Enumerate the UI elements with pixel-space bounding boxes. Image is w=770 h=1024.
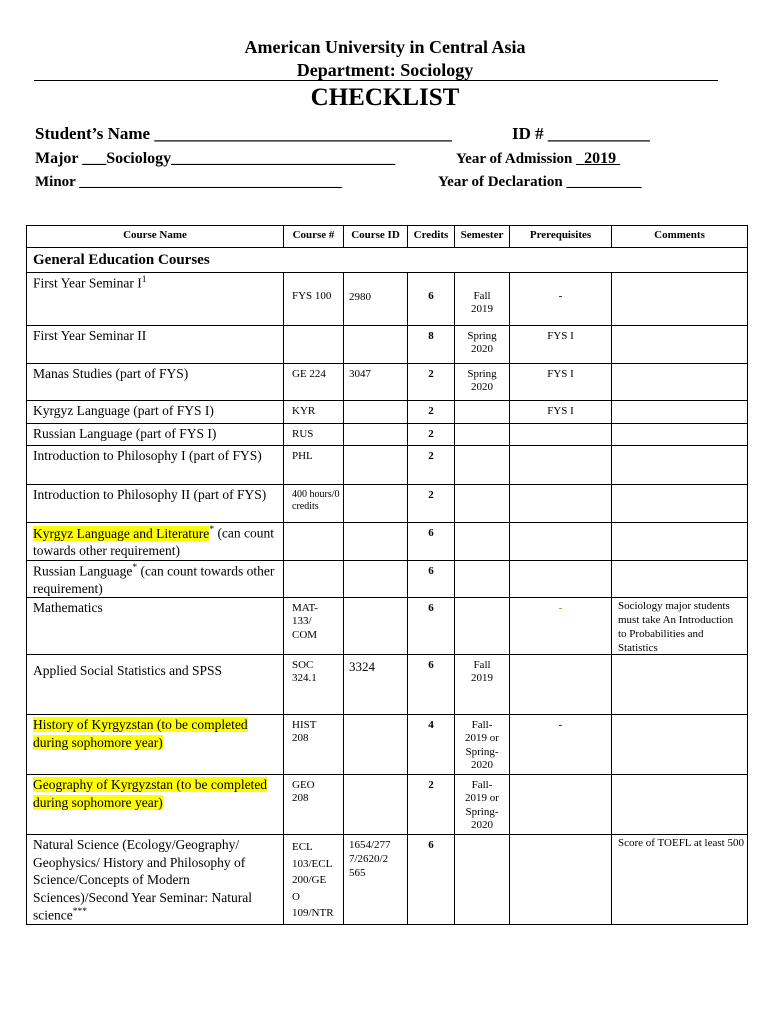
credits: 2 <box>408 775 455 835</box>
semester[interactable] <box>455 401 510 424</box>
semester[interactable] <box>455 835 510 925</box>
prerequisites <box>510 775 612 835</box>
credits: 8 <box>408 326 455 364</box>
course-name: History of Kyrgyzstan (to be completed during sophomore year) <box>27 715 284 775</box>
table-row <box>27 655 748 715</box>
course-number[interactable] <box>284 326 344 364</box>
course-name: Kyrgyz Language and Literature* (can count towards other requirement) <box>27 523 284 561</box>
credits: 6 <box>408 835 455 925</box>
course-number: MAT- 133/ COM <box>284 598 344 655</box>
course-number: FYS 100 <box>284 273 344 326</box>
course-name: First Year Seminar II <box>27 326 284 364</box>
university-name: American University in Central Asia <box>244 37 526 57</box>
prerequisites: FYS I <box>510 401 612 424</box>
admission-year-field[interactable] <box>456 150 620 168</box>
course-name: Natural Science (Ecology/Geography/ Geophysics/ History and Philosophy of Science/Concepts of Modern Sciences)/Second Year Seminar: Natural science*** <box>27 835 284 925</box>
course-number: PHL <box>284 446 344 485</box>
student-id-field[interactable]: ID # ____________ <box>512 124 650 143</box>
semester[interactable] <box>455 560 510 598</box>
course-id[interactable] <box>344 424 408 446</box>
course-name: First Year Seminar $I^1$ <box>27 273 284 326</box>
comments: Score of TOEFL at least 500 <box>612 835 748 925</box>
semester[interactable] <box>455 598 510 655</box>
credits: 2 <box>408 401 455 424</box>
table-header-row <box>27 226 748 248</box>
course-id[interactable] <box>344 775 408 835</box>
table-row <box>27 598 748 655</box>
admission-label: Year of Admission <box>456 151 573 167</box>
course-number: HIST 208 <box>284 715 344 775</box>
course-id[interactable] <box>344 598 408 655</box>
course-name: Applied Social Statistics and SPSS <box>27 655 284 715</box>
course-name: Mathematics <box>27 598 284 655</box>
course-name: Russian Language (part of FYS I) <box>27 424 284 446</box>
section-row <box>27 248 748 273</box>
declaration-year-field[interactable]: Year of Declaration __________ <box>438 174 642 190</box>
prerequisites <box>510 560 612 598</box>
comments[interactable] <box>612 446 748 485</box>
credits: 4 <box>408 715 455 775</box>
table-row <box>27 775 748 835</box>
course-name: Kyrgyz Language (part of FYS I) <box>27 401 284 424</box>
prerequisites: - <box>510 273 612 326</box>
prerequisites: FYS I <box>510 326 612 364</box>
table-row <box>27 485 748 523</box>
semester[interactable] <box>455 424 510 446</box>
comments[interactable] <box>612 715 748 775</box>
credits: 2 <box>408 446 455 485</box>
credits: 6 <box>408 523 455 561</box>
table-row <box>27 523 748 561</box>
comments[interactable] <box>612 424 748 446</box>
course-id[interactable] <box>344 560 408 598</box>
comments[interactable] <box>612 775 748 835</box>
course-name: Introduction to Philosophy II (part of FYS) <box>27 485 284 523</box>
course-number: ECL 103/ECL 200/GE O 109/NTR <box>284 835 344 925</box>
course-number[interactable] <box>284 523 344 561</box>
table-row <box>27 835 748 925</box>
course-id[interactable] <box>344 326 408 364</box>
section-title: General Education Courses <box>27 248 748 273</box>
table-row <box>27 273 748 326</box>
credits: 2 <box>408 364 455 401</box>
comments[interactable] <box>612 560 748 598</box>
prerequisites <box>510 835 612 925</box>
credits: 2 <box>408 424 455 446</box>
course-checklist-table <box>26 225 748 925</box>
credits: 6 <box>408 655 455 715</box>
comments[interactable] <box>612 326 748 364</box>
course-id[interactable] <box>344 485 408 523</box>
course-number[interactable] <box>284 560 344 598</box>
prerequisites <box>510 446 612 485</box>
course-name: Manas Studies (part of FYS) <box>27 364 284 401</box>
semester: Fall- 2019 or Spring- 2020 <box>455 775 510 835</box>
course-id: 3047 <box>344 364 408 401</box>
course-id[interactable] <box>344 715 408 775</box>
course-id[interactable] <box>344 401 408 424</box>
prerequisites: - <box>510 715 612 775</box>
credits: 2 <box>408 485 455 523</box>
student-name-field[interactable]: Student’s Name ___________________________________ <box>35 124 452 143</box>
department-name: Department: Sociology <box>296 60 474 80</box>
course-number: KYR <box>284 401 344 424</box>
prerequisites: FYS I <box>510 364 612 401</box>
table-row <box>27 560 748 598</box>
course-number: SOC 324.1 <box>284 655 344 715</box>
col-header-comments: Comments <box>612 226 748 248</box>
course-name: Geography of Kyrgyzstan (to be completed during sophomore year) <box>27 775 284 835</box>
course-name: Introduction to Philosophy I (part of FYS) <box>27 446 284 485</box>
col-header-credits: Credits <box>408 226 455 248</box>
comments[interactable] <box>612 364 748 401</box>
table-row <box>27 446 748 485</box>
comments[interactable] <box>612 523 748 561</box>
course-number: 400 hours/0 credits <box>284 485 344 523</box>
table-row <box>27 364 748 401</box>
semester[interactable] <box>455 485 510 523</box>
semester: Spring 2020 <box>455 326 510 364</box>
col-header-prerequisites: Prerequisites <box>510 226 612 248</box>
prerequisites <box>510 424 612 446</box>
comments[interactable] <box>612 655 748 715</box>
semester: Fall 2019 <box>455 273 510 326</box>
course-number: GE 224 <box>284 364 344 401</box>
prerequisites <box>510 655 612 715</box>
major-field[interactable]: Major ___Sociology____________________________ <box>35 150 396 167</box>
table-row <box>27 715 748 775</box>
minor-field[interactable]: Minor ___________________________________ <box>35 174 342 190</box>
col-header-course-id: Course ID <box>344 226 408 248</box>
semester: Fall- 2019 or Spring- 2020 <box>455 715 510 775</box>
course-id[interactable] <box>344 446 408 485</box>
comments[interactable] <box>612 401 748 424</box>
prerequisites: - <box>510 598 612 655</box>
header-rule <box>34 80 718 81</box>
semester[interactable] <box>455 523 510 561</box>
col-header-course-name: Course Name <box>27 226 284 248</box>
comments: Sociology major students must take An Introduction to Probabilities and Statistics <box>612 598 748 655</box>
admission-year-value: 2019 <box>584 150 617 167</box>
course-name: Russian Language* (can count towards other requirement) <box>27 560 284 598</box>
comments[interactable] <box>612 273 748 326</box>
table-row <box>27 326 748 364</box>
col-header-course-number: Course # <box>284 226 344 248</box>
credits: 6 <box>408 560 455 598</box>
semester[interactable] <box>455 446 510 485</box>
course-id[interactable] <box>344 523 408 561</box>
credits: 6 <box>408 598 455 655</box>
course-id: 2980 <box>344 273 408 326</box>
credits: 6 <box>408 273 455 326</box>
semester: Fall 2019 <box>455 655 510 715</box>
course-id: 1654/277 7/2620/2 565 <box>344 835 408 925</box>
prerequisites <box>510 485 612 523</box>
comments[interactable] <box>612 485 748 523</box>
course-number: RUS <box>284 424 344 446</box>
page-title: CHECKLIST <box>310 84 460 111</box>
col-header-semester: Semester <box>455 226 510 248</box>
course-number: GEO 208 <box>284 775 344 835</box>
prerequisites <box>510 523 612 561</box>
table-row <box>27 401 748 424</box>
semester: Spring 2020 <box>455 364 510 401</box>
table-row <box>27 424 748 446</box>
course-id: 3324 <box>344 655 408 715</box>
